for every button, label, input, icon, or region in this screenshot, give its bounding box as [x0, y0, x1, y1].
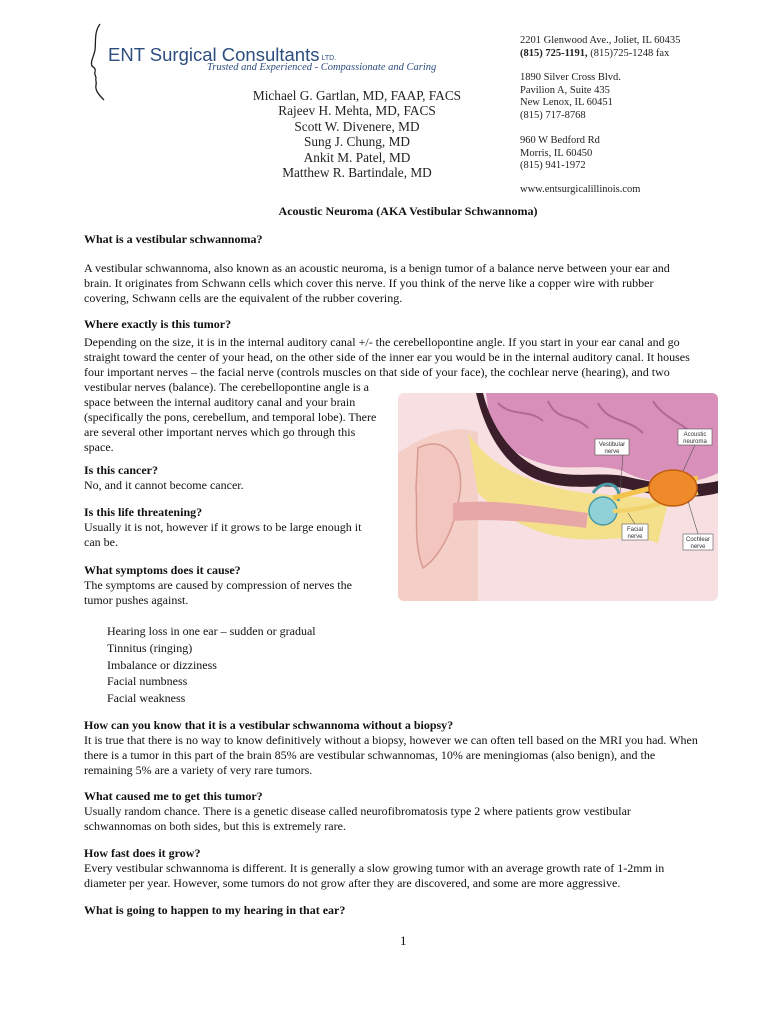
label-acoustic-neuroma: Acoustic	[683, 432, 707, 438]
body-line: A vestibular schwannoma, also known as an acoustic neuroma, is a benign tumor of a balance nerve between your ear and	[84, 261, 670, 275]
section-body	[84, 804, 631, 834]
body-line: space between the internal auditory canal and your brain	[84, 395, 356, 409]
section-heading: What is a vestibular schwannoma?	[84, 232, 263, 246]
office-phone: (815) 717-8768	[520, 109, 586, 121]
office-joliet	[520, 35, 680, 60]
office-address: 960 W Bedford Rd	[520, 135, 600, 146]
office-new-lenox	[520, 72, 621, 122]
label-facial-nerve: Facial	[626, 527, 644, 533]
office-fax: (815)725-1248 fax	[587, 47, 670, 59]
section-heading: What is going to happen to my hearing in that ear?	[84, 903, 346, 917]
office-address: Pavilion A, Suite 435	[520, 84, 610, 96]
body-line: diameter per year. However, some tumors do not grow after they are discovered, and some are more aggressive.	[84, 876, 621, 890]
section-body	[84, 478, 244, 493]
office-phone: (815) 725-1191,	[520, 47, 588, 59]
office-address: New Lenox, IL 60451	[520, 97, 613, 108]
office-morris	[520, 135, 600, 173]
body-line: are several other important nerves which go through this	[84, 425, 356, 439]
doctor-name: Scott W. Divenere, MD	[294, 118, 420, 134]
body-line: remaining 5% are a variety of very rare tumors.	[84, 763, 313, 777]
doctor-name: Rajeev H. Mehta, MD, FACS	[278, 103, 436, 119]
body-line: can be.	[84, 535, 118, 549]
section-heading: How can you know that it is a vestibular schwannoma without a biopsy?	[84, 718, 454, 732]
section-heading: How fast does it grow?	[84, 846, 201, 860]
office-address: 1890 Silver Cross Blvd.	[520, 72, 621, 83]
body-line: space.	[84, 440, 114, 454]
office-address: Morris, IL 60450	[520, 147, 593, 159]
body-line: No, and it cannot become cancer.	[84, 478, 244, 492]
practice-tagline: Trusted and Experienced - Compassionate and Caring	[207, 62, 437, 73]
body-line: (specifically the pons, cerebellum, and temporal lobe). There	[84, 410, 377, 424]
body-line: four important nerves – the facial nerve (controls muscles on that side of your face), the cochlear nerve (hearing), and two	[84, 365, 670, 379]
section-heading: What symptoms does it cause?	[84, 563, 241, 577]
doctor-name: Matthew R. Bartindale, MD	[282, 165, 432, 181]
section-body	[84, 733, 698, 778]
body-line: straight toward the center of your head, on the other side of the inner ear you would be in the internal auditory canal. It houses	[84, 350, 690, 364]
list-item: Facial weakness	[107, 691, 186, 706]
website-link[interactable]: www.entsurgicalillinois.com	[520, 184, 641, 195]
doctor-list	[232, 88, 482, 180]
office-address: 2201 Glenwood Ave., Joliet, IL 60435	[520, 35, 681, 46]
section-heading: Is this cancer?	[84, 463, 158, 477]
body-line: tumor pushes against.	[84, 593, 189, 607]
page-number: 1	[400, 933, 407, 948]
body-line: covering, Schwann cells are the equivalent of the rubber covering.	[84, 291, 403, 305]
label-acoustic-neuroma: neuroma	[683, 439, 707, 445]
list-item: Facial numbness	[107, 674, 188, 689]
list-item: Tinnitus (ringing)	[107, 640, 193, 655]
symptom-list	[107, 623, 316, 707]
body-line: Usually it is not, however if it grows to be large enough it	[84, 520, 362, 534]
list-item: Imbalance or dizziness	[107, 657, 217, 672]
label-facial-nerve: nerve	[627, 534, 643, 540]
practice-suffix: LTD.	[321, 55, 337, 62]
practice-name: ENT Surgical Consultants LTD.	[108, 44, 337, 65]
body-line: Usually random chance. There is a genetic disease called neurofibromatosis type 2 where patients grow vestibular	[84, 804, 631, 818]
body-line: there is a tumor in this part of the brain 85% are vestibular schwannomas, 10% are meningiomas (also benign), and the	[84, 748, 656, 762]
section-heading: Is this life threatening?	[84, 505, 203, 519]
doctor-name: Michael G. Gartlan, MD, FAAP, FACS	[252, 88, 462, 103]
section-heading: What caused me to get this tumor?	[84, 789, 263, 803]
ear-anatomy-figure	[398, 393, 718, 601]
document-title: Acoustic Neuroma (AKA Vestibular Schwannoma)	[278, 204, 538, 218]
body-line: Every vestibular schwannoma is different. It is generally a slow growing tumor with an average growth rate of 1-2mm in	[84, 861, 665, 875]
label-vestibular-nerve: nerve	[604, 449, 620, 455]
list-item: Hearing loss in one ear – sudden or gradual	[107, 624, 316, 638]
section-body	[84, 261, 670, 306]
body-line: The symptoms are caused by compression of nerves the	[84, 578, 352, 592]
body-line: brain. It originates from Schwann cells which cover this nerve. If you think of the nerve like a copper wire with rubber	[84, 276, 654, 290]
label-vestibular-nerve: Vestibular	[598, 442, 626, 448]
section-body	[84, 520, 361, 550]
doctor-name: Ankit M. Patel, MD	[303, 149, 411, 165]
body-line: schwannomas on both sides, but this is extremely rare.	[84, 819, 346, 833]
section-body	[84, 578, 352, 608]
section-body	[84, 861, 664, 891]
body-line: vestibular nerves (balance). The cerebellopontine angle is a	[84, 380, 369, 394]
label-cochlear-nerve: nerve	[690, 544, 706, 550]
section-heading: Where exactly is this tumor?	[84, 317, 232, 331]
doctor-name: Sung J. Chung, MD	[303, 134, 411, 150]
body-line: It is true that there is no way to know definitively without a biopsy, however we can often tell based on the MRI you had. When	[84, 733, 698, 747]
label-cochlear-nerve: Cochlear	[685, 537, 711, 543]
body-line: Depending on the size, it is in the internal auditory canal +/- the cerebellopontine angle. If you start in your ear canal and go	[84, 335, 680, 349]
office-phone: (815) 941-1972	[520, 160, 586, 171]
